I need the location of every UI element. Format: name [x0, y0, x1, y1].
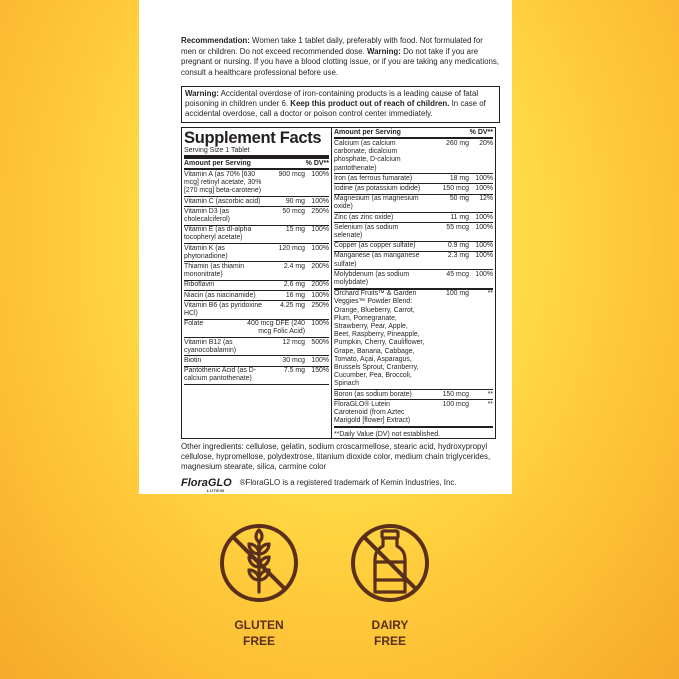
nutrient-row [334, 213, 493, 223]
nutrient-amount: 260 mg [446, 139, 469, 147]
nutrient-name: Pantothenic Acid (as D-calcium pantothenate) [184, 367, 257, 383]
nutrient-amount: 150 mcg [442, 390, 469, 398]
nutrient-dv: 500% [311, 338, 329, 346]
nutrient-dv: 100% [311, 226, 329, 234]
floraglo-line [181, 476, 500, 493]
nutrient-dv: 200% [311, 281, 329, 289]
recommendation-text [181, 36, 500, 79]
nutrient-amount: 11 mg [450, 213, 469, 221]
nutrient-name: FloraGLO® Lutein Carotenoid (from Aztec Marigold [flower] Extract) [334, 400, 411, 425]
iron-warning-text: Accidental overdose of iron-containing products is a leading cause of fatal poisoning in children under 6. [185, 88, 479, 109]
nutrient-row [184, 320, 329, 338]
nutrient-row [184, 291, 329, 301]
nutrient-name: Thiamin (as thiamin mononitrate) [184, 262, 245, 279]
nutrient-dv: 100% [475, 252, 493, 260]
nutrient-name: Vitamin C (ascorbic acid) [184, 197, 261, 205]
nutrient-name: Calcium (as calcium carbonate, dicalcium phosphate, D-calcium pantothenate) [334, 139, 401, 172]
nutrient-row [184, 262, 329, 280]
nutrient-name: Molybdenum (as sodium molybdate) [334, 270, 410, 286]
nutrient-amount: 45 mcg [446, 270, 469, 278]
gluten-free-icon [218, 522, 300, 604]
nutrient-name: Vitamin B12 (as cyanocobalamin) [184, 338, 237, 354]
nutrient-name: Vitamin K (as phytonadione) [184, 244, 228, 260]
recommendation-body: Women take 1 tablet daily, preferably with food. Not formulated for men or children. Do not exceed recommended dose. [181, 36, 483, 56]
nutrient-amount: 900 mcg [278, 170, 305, 178]
nutrient-row [334, 242, 493, 252]
dv-header: % DV** [305, 160, 329, 168]
nutrient-name: Iron (as ferrous fumarate) [334, 174, 413, 182]
nutrient-dv: ** [487, 290, 493, 298]
nutrient-row [334, 174, 493, 184]
nutrient-name: Manganese (as manganese sulfate) [334, 252, 420, 268]
nutrient-dv: 20% [479, 139, 493, 147]
nutrient-name: Iodine (as potassium iodide) [334, 184, 421, 192]
nutrient-dv: 100% [311, 320, 329, 328]
nutrient-row [334, 400, 493, 428]
warning-body: Do not take if you are pregnant or nursing. If you have a blood clotting issue, or if you are taking any medications, consult a healthcare professional before use. [181, 46, 500, 78]
nutrient-name: Copper (as copper sulfate) [334, 242, 416, 250]
nutrient-amount: 30 mcg [282, 356, 305, 364]
nutrient-dv: 100% [311, 291, 329, 299]
floraglo-trademark: ®FloraGLO is a registered trademark of Kemin Industries, Inc. [239, 478, 457, 488]
nutrient-amount: 18 mg [449, 174, 469, 182]
nutrient-name: Folate [184, 320, 204, 328]
nutrient-amount: 15 mg [285, 226, 305, 234]
nutrient-row [184, 244, 329, 262]
right-header [334, 128, 493, 139]
nutrient-amount: 120 mcg [278, 244, 305, 252]
nutrient-row [334, 184, 493, 194]
nutrient-dv: 12% [479, 195, 493, 203]
nutrient-row [334, 139, 493, 174]
iron-warning-label: Warning: [185, 88, 219, 98]
other-ingredients: Other ingredients: cellulose, gelatin, sodium croscarmellose, stearic acid, hydroxypropyl cellulose, hypromellose, polydextrose, titanium dioxide color, medium chain triglycerides, magnesium stearate, silica, carmine color [181, 441, 491, 472]
nutrient-dv: 100% [475, 184, 493, 192]
nutrient-row [334, 270, 493, 289]
nutrient-dv: 100% [311, 197, 329, 205]
nutrient-name: Zinc (as zinc oxide) [334, 213, 394, 221]
supplement-facts-table [181, 127, 496, 439]
nutrient-name: Selenium (as sodium selenate) [334, 223, 399, 239]
amount-header: Amount per Serving [184, 160, 251, 168]
nutrient-amount: 2.6 mg [283, 281, 305, 289]
serving-size: Serving Size 1 Tablet [184, 147, 329, 159]
nutrient-name: Riboflavin [184, 281, 215, 289]
nutrient-amount: 100 mcg [442, 400, 469, 408]
nutrient-name: Vitamin D3 (as cholecalciferol) [184, 207, 230, 223]
nutrient-amount: 0.9 mg [447, 242, 469, 250]
nutrient-row [184, 207, 329, 225]
nutrient-row [184, 281, 329, 291]
recommendation-label: Recommendation: [181, 36, 250, 45]
nutrient-row [184, 197, 329, 207]
nutrient-amount: 7.5 mg [283, 367, 305, 375]
nutrient-amount: 4.25 mg [280, 301, 305, 309]
nutrient-amount: 55 mcg [446, 223, 469, 231]
nutrient-amount: 2.4 mg [283, 262, 305, 270]
supplement-facts-title: Supplement Facts [184, 129, 322, 148]
iron-warning-text-2: In case of accidental overdose, call a doctor or poison control center immediately. [185, 99, 486, 119]
nutrient-dv: 100% [311, 356, 329, 364]
nutrient-dv: 100% [475, 242, 493, 250]
nutrient-name: Orchard Fruits™ & Garden Veggies™ Powder Blend: Orange, Blueberry, Carrot, Plum, Pomegranate, Strawberry, Pear, Apple, Beet, Raspberry, Pineapple, Pumpkin, Cherry, Cauliflower, Grape, Banana, Cabbage, Tomato, Açai, Asparagus, Brussels Sprout, Cranberry, Cucumber, Pea, Broccoli, Spinach [334, 290, 425, 388]
nutrient-row [184, 170, 329, 197]
nutrient-amount: 90 mg [285, 197, 305, 205]
iron-warning-bold: Keep this product out of reach of children. [290, 99, 450, 109]
nutrient-row [334, 223, 493, 241]
warning-label: Warning: [366, 46, 401, 56]
gluten-label-line1: GLUTEN [234, 618, 284, 632]
nutrient-dv: 150% [311, 367, 329, 375]
nutrient-dv: 250% [311, 301, 329, 309]
nutrient-row [334, 252, 493, 270]
nutrient-row [334, 390, 493, 400]
supplement-facts-left-column [182, 128, 332, 438]
label-panel [139, 0, 512, 494]
nutrient-row [184, 356, 329, 366]
dairy-label-line1: DAIRY [371, 618, 409, 632]
iron-warning-box [181, 86, 500, 124]
nutrient-dv: 100% [475, 270, 493, 278]
nutrient-name: Vitamin A (as 70% [630 mcg] retinyl acetate, 30% [270 mcg] beta-carotene) [184, 170, 262, 195]
nutrient-amount: 12 mcg [282, 338, 305, 346]
dairy-free-icon [349, 522, 431, 604]
nutrient-name: Boron (as sodium borate) [334, 390, 412, 398]
nutrient-row [334, 195, 493, 213]
nutrient-amount: 400 mcg DFE (240 mcg Folic Acid) [247, 320, 305, 336]
nutrient-row [184, 338, 329, 356]
nutrient-amount: 16 mg [285, 291, 305, 299]
nutrient-dv: 100% [475, 223, 493, 231]
nutrient-amount: 50 mg [449, 195, 469, 203]
amount-header-right: Amount per Serving [334, 129, 401, 137]
nutrient-row [184, 367, 329, 385]
left-rows [184, 170, 329, 385]
nutrient-dv: 100% [475, 174, 493, 182]
nutrient-name: Biotin [184, 356, 202, 364]
left-header [184, 159, 329, 170]
supplement-facts-right-column [332, 128, 495, 438]
floraglo-logo [181, 476, 232, 493]
nutrient-name: Niacin (as niacinamide) [184, 291, 256, 299]
nutrient-amount: 150 mcg [442, 184, 469, 192]
gluten-free-label [199, 617, 319, 649]
nutrient-row [184, 226, 329, 244]
nutrient-dv: ** [487, 390, 493, 398]
right-rows [334, 139, 493, 428]
nutrient-dv: ** [487, 400, 493, 408]
dv-footnote: **Daily Value (DV) not established. [334, 430, 440, 438]
dv-header-right: % DV** [469, 129, 493, 137]
dairy-label-line2: FREE [373, 634, 406, 648]
nutrient-name: Vitamin B6 (as pyridoxine HCl) [184, 301, 263, 317]
floraglo-logo-text: FloraGLO [181, 476, 232, 489]
nutrient-dv: 100% [311, 170, 329, 178]
nutrient-amount: 2.3 mg [447, 252, 469, 260]
floraglo-logo-sub: LUTEIN [207, 487, 225, 493]
nutrient-amount: 50 mcg [282, 207, 305, 215]
nutrient-name: Vitamin E (as dl-alpha tocopheryl acetate) [184, 226, 252, 242]
nutrient-dv: 200% [311, 262, 329, 270]
nutrient-amount: 100 mg [446, 290, 469, 298]
nutrient-name: Magnesium (as magnesium oxide) [334, 195, 419, 211]
nutrient-row [334, 290, 493, 390]
dairy-free-label [330, 617, 450, 649]
nutrient-dv: 100% [475, 213, 493, 221]
nutrient-dv: 100% [311, 244, 329, 252]
gluten-label-line2: FREE [242, 634, 275, 648]
nutrient-row [184, 301, 329, 319]
nutrient-dv: 250% [311, 207, 329, 215]
